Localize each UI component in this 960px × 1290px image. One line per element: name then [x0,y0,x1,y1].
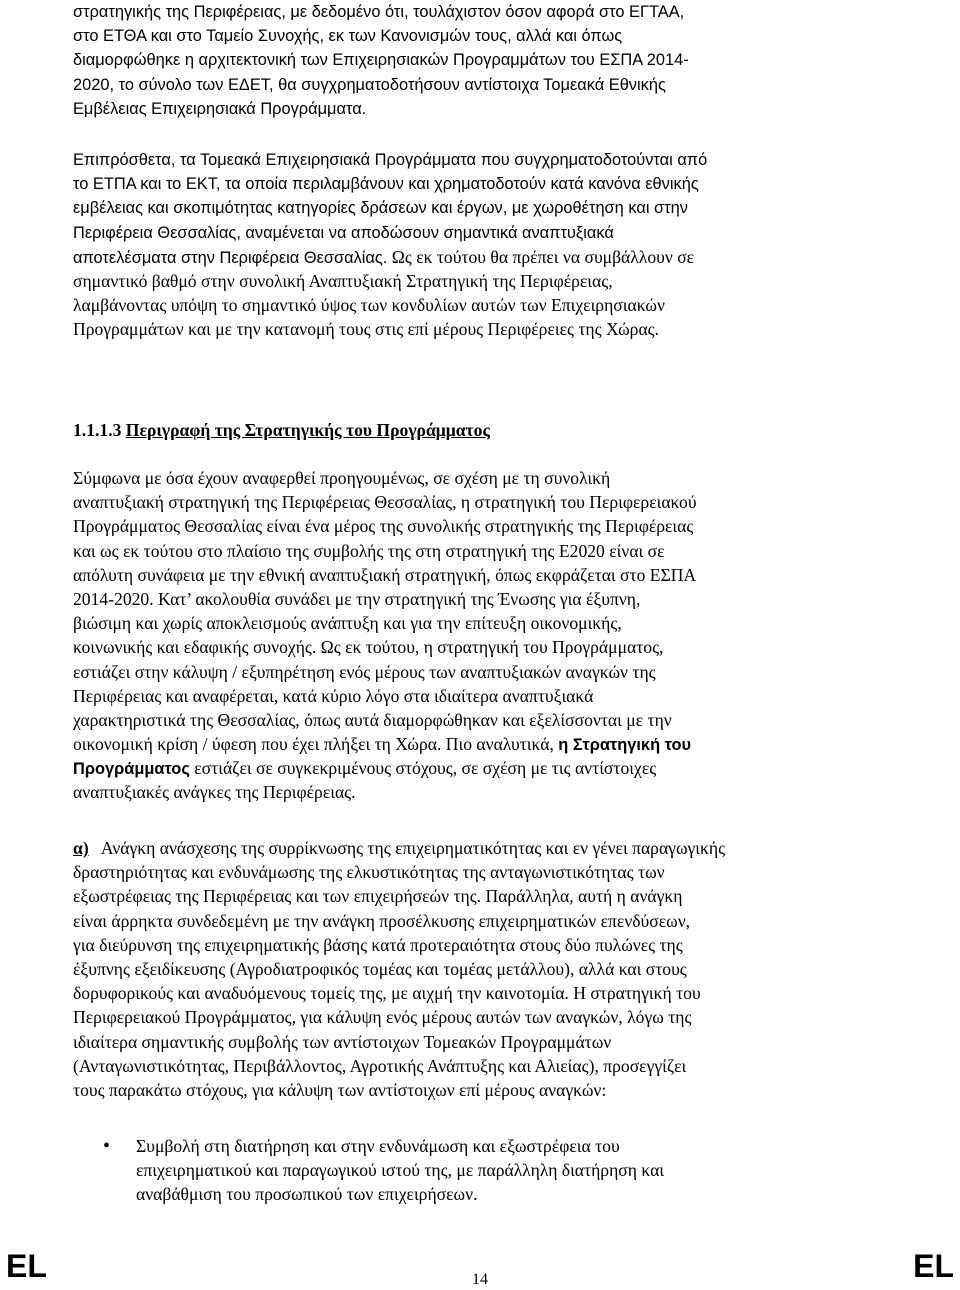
text-line: αναπτυξιακές ανάγκες της Περιφέρειας. [73,782,356,803]
text-line: στρατηγικής της Περιφέρειας, με δεδομένο ότι, τουλάχιστον όσον αφορά στο ΕΓΤΑΑ, [73,3,685,21]
text-line: για διεύρυνση της επιχειρηματικής βάσης κατά προτεραιότητα στους δύο πυλώνες της [73,934,683,955]
text-line: Επιπρόσθετα, τα Τομεακά Επιχειρησιακά Προγράμματα που συγχρηματοδοτούνται από [73,151,708,169]
text-line: έξυπνης εξειδίκευσης (Αγροδιατροφικός τομέας και τομέας μετάλλου), αλλά και στους [73,958,687,979]
footer-language-code-left: EL [6,1248,47,1284]
section-heading [73,418,490,442]
text-line: Περιφερειακού Προγράμματος, για κάλυψη ενός μέρους αυτών των αναγκών, λόγω της [73,1007,692,1028]
text-line: δραστηριότητας και ενδυνάμωσης της ελκυστικότητας της ανταγωνιστικότητας των [73,862,665,883]
text-line: Σύμφωνα με όσα έχουν αναφερθεί προηγουμένως, σε σχέση με τη συνολική [73,468,611,488]
text-line: Περιφέρειας και αναφέρεται, κατά κύριο λόγο στα ιδιαίτερα αναπτυξιακά [73,685,594,706]
text-line: Εμβέλειας Επιχειρησιακά Προγράμματα. [73,99,367,118]
text-line: δορυφορικούς και αναδυόμενους τομείς της, με αιχμή την καινοτομία. Η στρατηγική του [73,983,701,1004]
text-line [73,836,725,860]
text-line: Προγράμματος Θεσσαλίας είναι ένα μέρος της συνολικής στρατηγικής της Περιφέρειας [73,516,694,537]
bullet-text [136,1134,664,1207]
text-span: εστιάζει σε συγκεκριμένους στόχους, σε σχέση με τις αντίστοιχες [194,758,657,779]
paragraph-sectoral-programs [73,148,707,342]
text-line: Συμβολή στη διατήρηση και στην ενδυνάμωση και εξωστρέφεια του [136,1136,620,1156]
text-line: αναπτυξιακή στρατηγική της Περιφέρειας Θεσσαλίας, η στρατηγική του Περιφερειακού [73,492,697,513]
text-line: σημαντικό βαθμό στην συνολική Αναπτυξιακή Στρατηγική της Περιφέρειας, [73,270,613,291]
text-line: εξωστρέφειας της Περιφέρειας και των επιχειρήσεών της. Παράλληλα, αυτή η ανάγκη [73,886,683,907]
text-line: χαρακτηριστικά της Θεσσαλίας, όπως αυτά διαμορφώθηκαν και εξελίσσονται με την [73,709,672,730]
text-line: διαμορφώθηκε η αρχιτεκτονική των Επιχειρησιακών Προγραμμάτων του ΕΣΠΑ 2014- [73,51,689,70]
text-line: λαμβάνοντας υπόψη το σημαντικό ύψος των κονδυλίων αυτών των Επιχειρησιακών [73,295,665,316]
text-line [73,245,707,269]
text-span: οικονομική κρίση / ύφεση που έχει πλήξει τη Χώρα. Πιο αναλυτικά, [73,734,554,755]
text-span: αποτελέσματα στην Περιφέρεια Θεσσαλίας. [73,248,388,267]
text-line: βιώσιμη και χωρίς αποκλεισμούς ανάπτυξη και για την επίτευξη οικονομικής, [73,613,622,634]
text-span: Ανάγκη ανάσχεσης της συρρίκνωσης της επιχειρηματικότητας και εν γένει παραγωγικής [100,838,726,858]
text-line: Προγραμμάτων και με την κατανομή τους στις επί μέρους Περιφέρειες της Χώρας. [73,319,660,340]
text-line: είναι άρρηκτα συνδεδεμένη με την ανάγκη προσέλκυσης επιχειρηματικών επενδύσεων, [73,910,691,931]
list-label: α) [73,838,89,858]
page-number: 14 [472,1271,488,1288]
text-line: ιδιαίτερα σημαντικής συμβολής των αντίστοιχων Τομεακών Προγραμμάτων [73,1031,612,1052]
text-line: απόλυτη συνάφεια με την εθνική αναπτυξιακή στρατηγική, όπως εκφράζεται στο ΕΣΠΑ [73,564,697,585]
text-line: επιχειρηματικού και παραγωγικού ιστού της, με παράλληλη διατήρηση και [136,1160,665,1181]
paragraph-need-a [73,836,725,1102]
text-line [73,732,697,756]
text-line: κοινωνικής και εδαφικής συνοχής. Ως εκ τούτου, η στρατηγική του Προγράμματος, [73,637,664,658]
text-line: εστιάζει στην κάλυψη / εξυπηρέτηση ενός μέρους των αναπτυξιακών αναγκών της [73,661,656,682]
text-line: αναβάθμιση του προσωπικού των επιχειρήσεων. [136,1184,478,1205]
emphasis-span: η Στρατηγική του [558,736,692,755]
text-line: Περιφέρεια Θεσσαλίας, αναμένεται να αποδώσουν σημαντικά αναπτυξιακά [73,223,614,242]
bullet-icon: • [103,1135,111,1157]
text-line [73,756,697,780]
text-line: εμβέλειας και σκοπιμότητας κατηγορίες δράσεων και έργων, με χωροθέτηση και στην [73,199,688,218]
text-line: (Ανταγωνιστικότητας, Περιβάλλοντος, Αγροτικής Ανάπτυξης και Αλιείας), προσεγγίζει [73,1055,687,1076]
paragraph-intro [73,0,689,121]
text-line: το ΕΤΠΑ και το ΕΚΤ, τα οποία περιλαμβάνουν και χρηματοδοτούν κατά κανόνα εθνικής [73,175,699,194]
text-span-serif: Ως εκ τούτου θα πρέπει να συμβάλλουν σε [387,246,695,267]
text-line: στο ΕΤΘΑ και στο Ταμείο Συνοχής, εκ των Κανονισμών τους, αλλά και όπως [73,27,623,46]
text-line: 2020, το σύνολο των ΕΔΕΤ, θα συγχρηματοδοτήσουν αντίστοιχα Τομεακά Εθνικής [73,75,666,94]
footer-language-code-right: EL [913,1248,954,1284]
paragraph-strategy [73,466,697,805]
section-number: 1.1.1.3 [73,420,122,440]
text-line: και ως εκ τούτου στο πλαίσιο της συμβολής της στη στρατηγική της Ε2020 είναι σε [73,540,665,561]
emphasis-span: Προγράμματος [73,760,190,779]
text-line: 2014-2020. Κατ’ ακολουθία συνάδει με την στρατηγική της Ένωσης για έξυπνη, [73,588,641,609]
section-title: Περιγραφή της Στρατηγικής του Προγράμματος [125,420,490,440]
text-line: τους παρακάτω στόχους, για κάλυψη των αντίστοιχων επί μέρους αναγκών: [73,1079,607,1100]
